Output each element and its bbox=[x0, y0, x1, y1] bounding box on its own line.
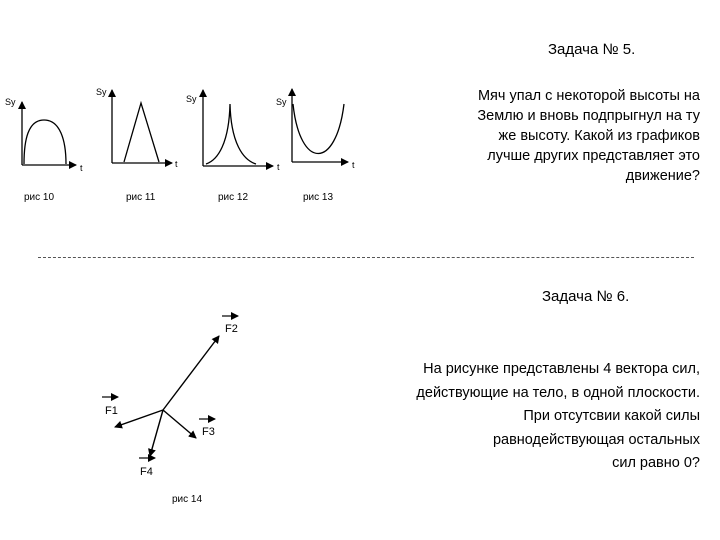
graph3-x-label: t bbox=[277, 162, 280, 172]
task5-title: Задача № 5. bbox=[548, 41, 636, 58]
graph2-x-label: t bbox=[175, 159, 178, 169]
task6-line-4: равнодействующая остальных bbox=[492, 431, 700, 448]
graph1-curve bbox=[24, 120, 66, 164]
task5-line-1: Мяч упал с некоторой высоты на bbox=[477, 88, 700, 104]
caption-fig13: рис 13 bbox=[303, 192, 334, 203]
graph1-y-label: Sy bbox=[5, 97, 16, 107]
graph4-y-label: Sy bbox=[276, 97, 287, 107]
task6-line-5: сил равно 0? bbox=[612, 455, 700, 471]
graph4-x-label: t bbox=[352, 160, 355, 170]
caption-fig10: рис 10 bbox=[24, 192, 55, 203]
caption-fig11: рис 11 bbox=[126, 192, 156, 203]
force-vector-f4 bbox=[150, 410, 163, 456]
graph-fig11 bbox=[112, 90, 172, 163]
force-vector-f1 bbox=[115, 410, 163, 427]
force-label-f1: F1 bbox=[105, 405, 118, 417]
task5-line-5: движение? bbox=[625, 168, 700, 184]
task6-line-1: На рисунке представлены 4 вектора сил, bbox=[423, 361, 700, 377]
task6-line-3: При отсутсвии какой силы bbox=[523, 408, 700, 424]
caption-fig12: рис 12 bbox=[218, 192, 249, 203]
graph-fig10 bbox=[22, 102, 76, 165]
graph1-x-label: t bbox=[80, 163, 83, 173]
task6-title: Задача № 6. bbox=[542, 288, 630, 305]
graph-fig12 bbox=[203, 90, 273, 166]
graph4-curve bbox=[293, 104, 344, 154]
graph2-y-label: Sy bbox=[96, 87, 107, 97]
graph3-curve bbox=[206, 104, 256, 164]
force-vector-f2 bbox=[163, 336, 219, 410]
force-vector-f3 bbox=[163, 410, 196, 438]
force-label-f4: F4 bbox=[140, 466, 153, 478]
graph-fig13 bbox=[292, 89, 348, 162]
force-label-f2: F2 bbox=[225, 323, 238, 335]
caption-fig14: рис 14 bbox=[172, 494, 203, 505]
graph2-curve bbox=[124, 103, 159, 162]
task5-line-3: же высоту. Какой из графиков bbox=[498, 128, 700, 144]
task5-line-4: лучше других представляет это bbox=[487, 148, 700, 164]
force-label-f3: F3 bbox=[202, 426, 215, 438]
force-diagram-fig14 bbox=[102, 316, 238, 458]
task6-line-2: действующие на тело, в одной плоскости. bbox=[416, 384, 700, 401]
task5-line-2: Землю и вновь подпрыгнул на ту bbox=[477, 108, 700, 124]
graph3-y-label: Sy bbox=[186, 94, 197, 104]
